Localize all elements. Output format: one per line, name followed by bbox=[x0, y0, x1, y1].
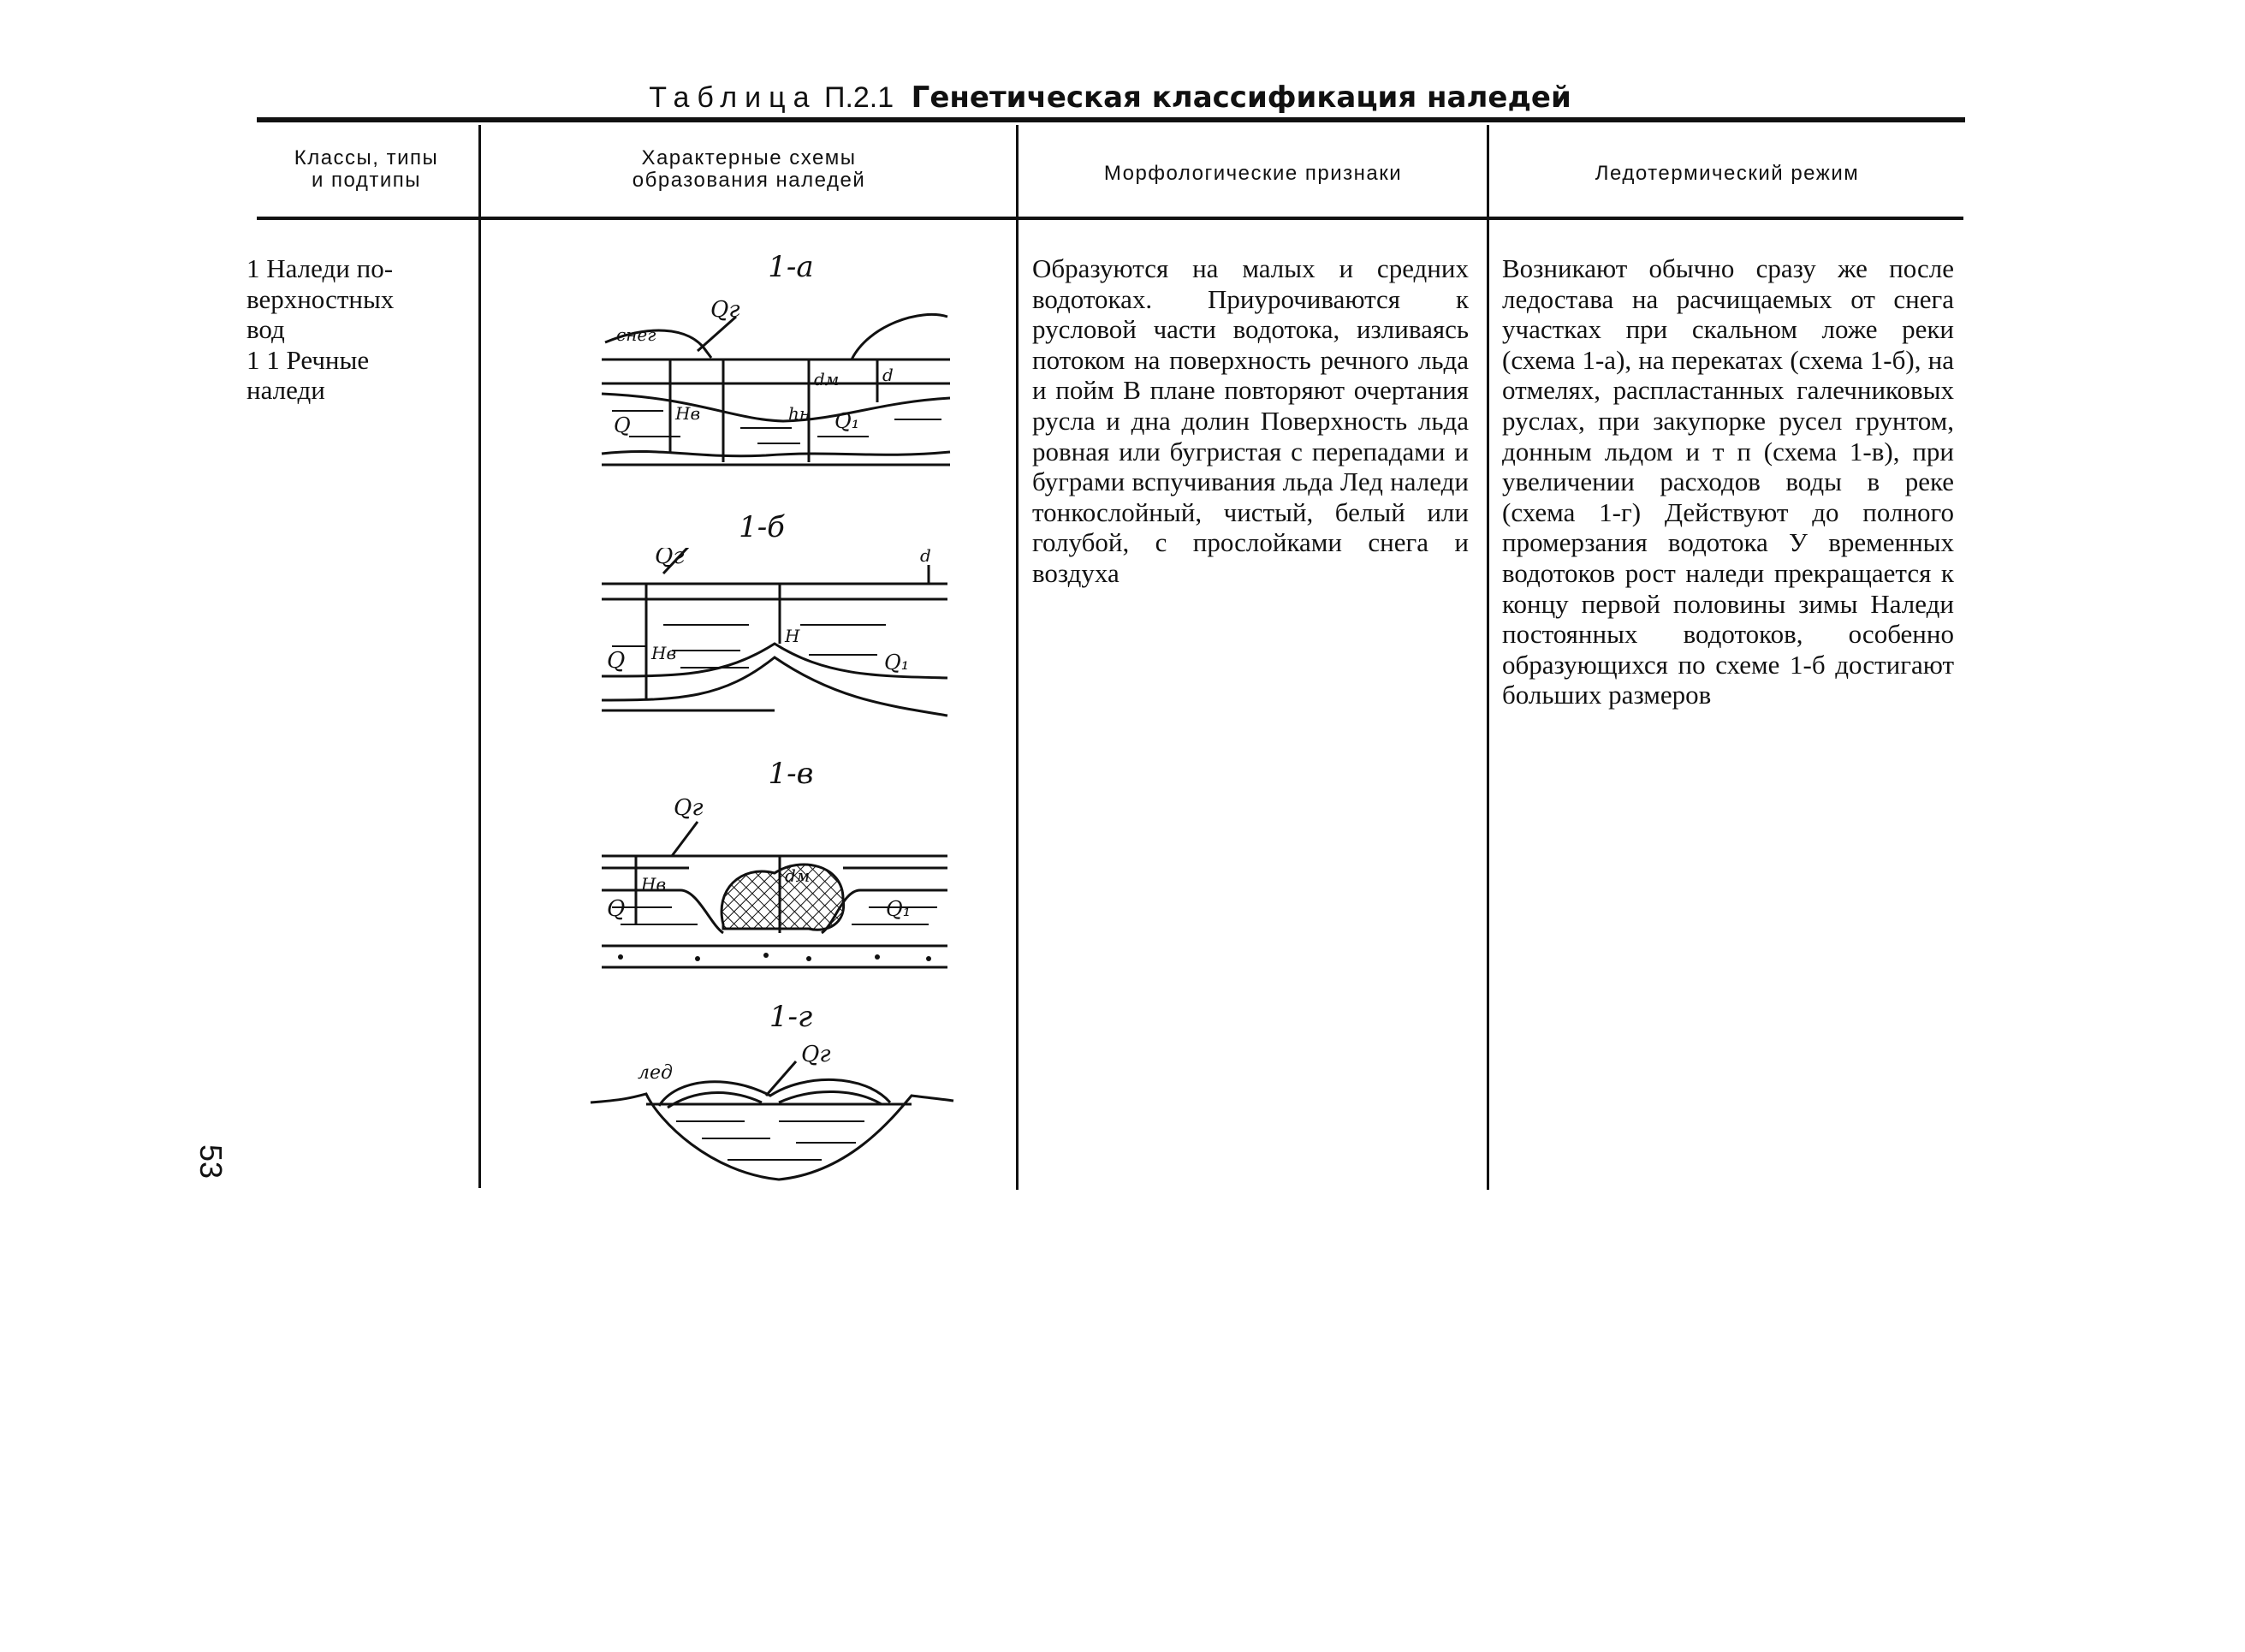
table-title-prefix: Таблица bbox=[649, 81, 817, 114]
scheme-1b-d: d bbox=[920, 548, 931, 566]
scheme-1a-q: Q bbox=[614, 413, 631, 437]
scheme-1v-q: Q bbox=[607, 896, 626, 922]
scheme-1a-d: d bbox=[882, 365, 894, 385]
scheme-1b-q: Q bbox=[607, 648, 626, 674]
scheme-1v-diagram bbox=[595, 796, 954, 976]
cell-ice-regime: Возникают обычно сразу же после ледостава на расчищаемых от снега участках при скальном ложе реки (схема 1-а), на перекатах (схема 1-б), на отмелях, распластанных галечниковых руслах, при закупорке русел грунтом, донным льдом и т п (схема 1-в), при увеличении расходов воды в реке (схема 1-г) Действуют до полного промерзания водотока У временных водотоков рост наледи прекращается к концу первой половины зимы Наледи постоянных водотоков, особенно образующихся по схеме 1-б достигают больших размеров bbox=[1502, 253, 1954, 710]
scheme-1v-qg: Qг bbox=[674, 796, 704, 821]
column-divider-3 bbox=[1487, 125, 1489, 1190]
scheme-1a-qg: Qг bbox=[710, 297, 740, 323]
scheme-1g-ice-text: лед bbox=[638, 1062, 673, 1084]
scheme-1a-hb: Нв bbox=[675, 403, 701, 424]
page-number: 53 bbox=[193, 1144, 229, 1180]
scheme-1b-diagram bbox=[595, 548, 954, 728]
scheme-1b-hn: Н bbox=[785, 626, 800, 646]
scheme-1v-hb: Нв bbox=[641, 874, 667, 894]
table-title bbox=[257, 80, 1963, 116]
table-title-name: Генетическая классификация наледей bbox=[911, 80, 1571, 115]
table-title-number: П.2.1 bbox=[824, 81, 894, 114]
scheme-1v-dm: dм bbox=[785, 865, 811, 886]
scheme-1v-bottom-ice bbox=[722, 865, 844, 930]
scheme-1a-q1: Q₁ bbox=[834, 409, 860, 433]
scheme-1g-qg: Qг bbox=[801, 1042, 831, 1067]
header-schemes: Характерные схемы образования наледей bbox=[632, 146, 866, 192]
scheme-1b-qg: Qг bbox=[655, 548, 685, 569]
scheme-1v-q1: Q₁ bbox=[886, 897, 912, 921]
scheme-1a-diagram bbox=[595, 291, 954, 471]
scheme-1g-diagram bbox=[582, 1036, 959, 1190]
scheme-1a-dm: dм bbox=[814, 369, 840, 389]
scheme-1a-label: 1-а bbox=[768, 250, 814, 284]
scheme-1g-valley bbox=[591, 1094, 953, 1180]
column-divider-1 bbox=[478, 125, 481, 1188]
header-morphology: Морфологические признаки bbox=[1103, 162, 1403, 185]
scheme-1a-bed bbox=[602, 451, 950, 455]
scheme-1b-hb: Нв bbox=[651, 643, 677, 663]
column-divider-2 bbox=[1016, 125, 1019, 1190]
cell-morphology: Образуются на малых и средних водотоках. Приурочиваются к русловой части водотока, изливаясь потоком на поверхность речного льда и пойм В плане повторяют очертания русла и дна долин Поверхность льда ровная или бугристая с перепадами и буграми вспучивания льда Лед наледи тонкослойный, чистый, белый или голубой, с прослойками снега и воздуха bbox=[1032, 253, 1469, 588]
scheme-1a-hn: hн bbox=[788, 403, 811, 424]
table-top-rule bbox=[257, 117, 1965, 122]
scheme-1g-label: 1-г bbox=[769, 1000, 813, 1034]
scheme-1a-snow-right bbox=[852, 314, 947, 360]
table-header-rule bbox=[257, 217, 1963, 220]
cell-class-type: 1 Наледи по- верхностных вод 1 1 Речные наледи bbox=[246, 253, 395, 406]
scheme-1b-label: 1-б bbox=[739, 510, 785, 544]
scheme-1g-ice-mounds bbox=[659, 1079, 890, 1106]
header-ice-regime: Ледотермический режим bbox=[1595, 162, 1860, 185]
scheme-1a-snow-text: снег bbox=[616, 324, 656, 345]
scheme-1b-q1: Q₁ bbox=[884, 651, 910, 674]
scheme-1v-label: 1-в bbox=[768, 757, 814, 791]
scheme-1a-ice-bottom bbox=[602, 394, 950, 421]
header-classes: Классы, типы и подтипы bbox=[294, 146, 439, 192]
